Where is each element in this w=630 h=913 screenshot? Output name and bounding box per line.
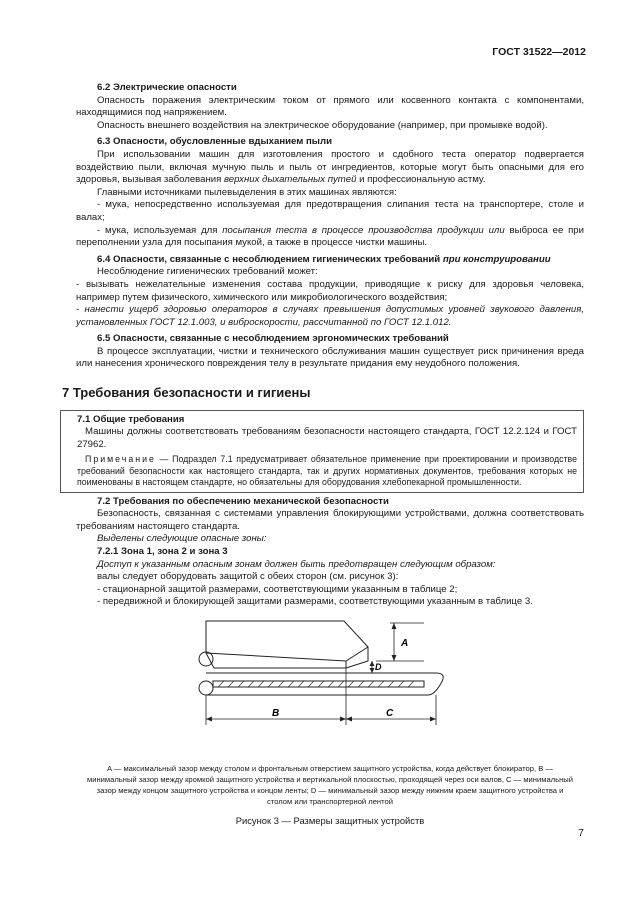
page-content <box>62 78 584 828</box>
para-7-1-1: Машины должны соответствовать требованиям безопасности настоящего стандарта, ГОСТ 12.2.124 и ГОСТ 27962. <box>77 426 577 450</box>
heading-6-4: 6.4 Опасности, связанные с несоблюдением гигиенических требований при конструировании <box>97 253 551 265</box>
para-7-2-4: валы следует оборудовать защитой с обеих сторон (см. рисунок 3): <box>97 571 399 583</box>
para-6-3-3: - мука, непосредственно используемая для предотвращения слипания теста на транспортере, столе и валах; <box>76 199 584 223</box>
para-6-2-2: Опасность внешнего воздействия на электрическое оборудование (например, при промывке водой). <box>97 119 548 131</box>
heading-6-5: 6.5 Опасности, связанные с несоблюдением эргономических требований <box>97 333 449 345</box>
para-6-3-1: При использовании машин для изготовления простого и сдобного теста оператор подвергается воздействию пыли, включая мучную пыль и пыль от ингредиентов, которые могут быть опасными для его здоровья, вызывая заболевания верхних дыхательных путей и профессиональную астму. <box>76 148 584 186</box>
framed-block-7-1 <box>60 410 584 493</box>
page-number: 7 <box>578 827 584 839</box>
transport-belt <box>206 673 443 695</box>
upper-roller <box>199 652 213 666</box>
para-6-3-4: - мука, используемая для посыпания теста в процессе производства продукции или выброса ее при переполнении узла для посыпания мукой, а также в процессе чистки машины. <box>76 224 584 249</box>
para-6-3-2: Главными источниками пылевыделения в этих машинах являются: <box>97 186 397 198</box>
label-d: D <box>375 662 382 672</box>
para-7-2-2: Выделены следующие опасные зоны: <box>97 533 267 545</box>
figure-legend: A — максимальный зазор между столом и фронтальным отверстием защитного устройства, когда действует блокиратор, B — минимальный зазор между кромкой защитного устройства и вертикальной плоскостью, проходящей через оси валов, C — минимальный зазор между концом защитного устройства и концом ленты; D — минимальный зазор между нижним краем защитного устройства и столом или транспортерной лентой <box>87 764 573 806</box>
para-6-2-1: Опасность поражения электрическим током от прямого или косвенного контакта с компонентами, находящимися под напряжением. <box>76 94 584 119</box>
heading-section-7: 7 Требования безопасности и гигиены <box>62 385 311 401</box>
figure-3 <box>76 613 584 763</box>
para-7-2-5: - стационарной защитой размерами, соответствующими указанным в таблице 2; <box>97 583 458 595</box>
heading-7-2-1: 7.2.1 Зона 1, зона 2 и зона 3 <box>97 546 228 558</box>
heading-6-2: 6.2 Электрические опасности <box>97 82 237 93</box>
lower-roller <box>199 681 213 695</box>
para-6-4-2: - вызывать нежелательные изменения состава продукции, приводящие к риску для здоровья человека, например путем физического, химического или микробиологического воздействия; <box>76 278 584 303</box>
para-6-5-1: В процессе эксплуатации, чистки и технического обслуживания машин существует риск причинения вреда или нанесения хронического повреждения телу в результате придания ему неудобного положения. <box>76 345 584 370</box>
figure-caption: Рисунок 3 — Размеры защитных устройств <box>235 815 425 826</box>
para-7-2-6: - передвижной и блокирующей защитами размерами, соответствующими указанным в таблице 3. <box>97 596 533 608</box>
para-7-2-3: Доступ к указанным опасным зонам должен быть предотвращен следующим образом: <box>97 558 496 570</box>
heading-7-2: 7.2 Требования по обеспечению механической безопасности <box>97 495 389 507</box>
heading-6-3: 6.3 Опасности, обусловленные вдыханием пыли <box>97 136 332 148</box>
standard-header: ГОСТ 31522—2012 <box>492 46 586 58</box>
para-7-2-1: Безопасность, связанная с системами управления блокирующими устройствами, должна соответствовать требованиям настоящего стандарта. <box>76 508 584 532</box>
heading-7-1: 7.1 Общие требования <box>77 413 185 425</box>
para-6-4-3: - нанести ущерб здоровью операторов в случаях превышения допустимых уровней звукового давления, установленных ГОСТ 12.1.003, и виброскорости, рассчитанной по ГОСТ 12.1.012. <box>76 304 584 328</box>
note-7-1: Примечание — Подраздел 7.1 предусматривает обязательное применение при проектировании и производстве требований безопасности как настоящего стандарта, так и других нормативных документов, требования которых не поименованы в настоящем стандарте, но обязательны для оборудования хлебопекарной промышленности. <box>77 454 577 488</box>
label-c: C <box>386 708 394 719</box>
para-6-4-1: Несоблюдение гигиенических требований может: <box>97 266 318 278</box>
label-b: B <box>272 708 280 719</box>
guard-edge <box>206 647 368 661</box>
label-a: A <box>401 638 409 649</box>
guard-diagram <box>76 613 584 763</box>
